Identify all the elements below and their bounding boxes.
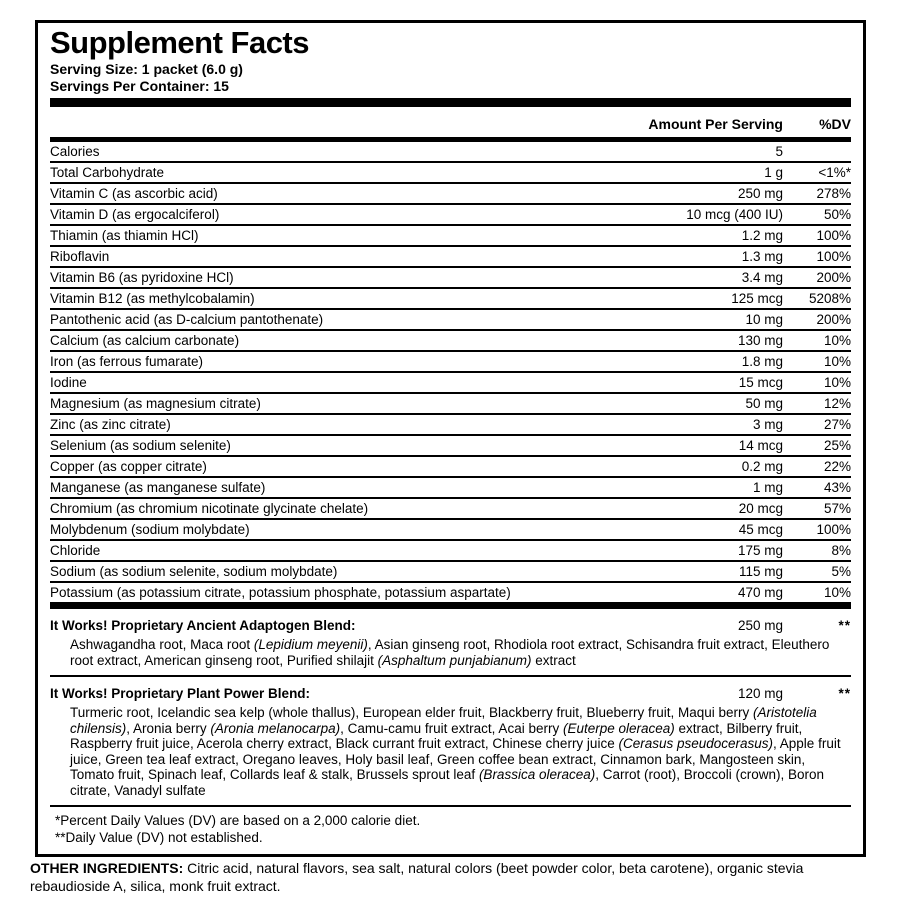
- nutrient-row: [50, 161, 851, 182]
- blend-ingredients: [50, 637, 851, 668]
- ingredient-text: , Carrot (root), Broccoli (crown), Boron citrate, Vanadyl sulfate: [70, 767, 825, 798]
- blend-name: It Works! Proprietary Ancient Adaptogen Blend:: [50, 618, 356, 633]
- nutrient-name: Manganese (as manganese sulfate): [50, 480, 266, 495]
- footnote-daily-values: *Percent Daily Values (DV) are based on a 2,000 calorie diet.: [55, 813, 421, 828]
- nutrient-row: [50, 203, 851, 224]
- nutrient-amount: 45 mcg: [738, 522, 783, 537]
- nutrient-row: [50, 371, 851, 392]
- nutrient-dv: 43%: [823, 480, 851, 495]
- blend-dv: **: [838, 618, 851, 633]
- nutrient-row: [50, 392, 851, 413]
- nutrient-amount: 10 mcg (400 IU): [686, 207, 783, 222]
- nutrient-row: [50, 224, 851, 245]
- nutrient-name: Sodium (as sodium selenite, sodium molybdate): [50, 564, 338, 579]
- blend-dv: **: [838, 686, 851, 701]
- latin-name: (Brassica oleracea): [478, 767, 596, 782]
- nutrient-name: Potassium (as potassium citrate, potassium phosphate, potassium aspartate): [50, 585, 511, 600]
- blend-amount: 120 mg: [737, 686, 783, 701]
- nutrient-table: [50, 142, 851, 602]
- nutrient-row: [50, 413, 851, 434]
- nutrient-amount: 15 mcg: [738, 375, 783, 390]
- nutrient-dv: 8%: [831, 543, 851, 558]
- nutrient-name: Iron (as ferrous fumarate): [50, 354, 204, 369]
- nutrient-dv: 27%: [823, 417, 851, 432]
- nutrient-dv: 10%: [823, 333, 851, 348]
- nutrient-amount: 250 mg: [737, 186, 783, 201]
- nutrient-dv: 5%: [831, 564, 851, 579]
- other-ingredients-text: Citric acid, natural flavors, sea salt, natural colors (beet powder color, beta carotene), organic stevia rebaudioside A, silica, monk fruit extract.: [30, 860, 804, 894]
- nutrient-name: Vitamin B6 (as pyridoxine HCl): [50, 270, 234, 285]
- nutrient-row: [50, 266, 851, 287]
- nutrient-row: [50, 560, 851, 581]
- nutrient-amount: 1.2 mg: [741, 228, 783, 243]
- nutrient-amount: 3.4 mg: [741, 270, 783, 285]
- nutrient-dv: 5208%: [808, 291, 851, 306]
- nutrient-name: Vitamin D (as ergocalciferol): [50, 207, 220, 222]
- ingredient-text: , Camu-camu fruit extract, Acai berry: [340, 720, 563, 736]
- column-header-amount: Amount Per Serving: [648, 116, 783, 132]
- nutrient-amount: 0.2 mg: [741, 459, 783, 474]
- nutrient-name: Vitamin C (as ascorbic acid): [50, 186, 218, 201]
- nutrient-amount: 130 mg: [737, 333, 783, 348]
- latin-name: (Cerasus pseudocerasus): [618, 736, 774, 751]
- nutrient-name: Zinc (as zinc citrate): [50, 417, 171, 432]
- blend-header-row: [50, 684, 851, 703]
- nutrient-dv: <1%*: [818, 165, 851, 180]
- ingredient-text: , Apple fruit juice, Green tea leaf extract, Oregano leaves, Holy basil leaf, Green coffee bean extract, Cinnamon bark, Mangosteen skin, Tomato fruit, Spinach leaf, Collards leaf & stalk, Brussels sprout leaf: [70, 736, 841, 782]
- other-ingredients: [30, 860, 875, 895]
- nutrient-name: Pantothenic acid (as D-calcium pantothenate): [50, 312, 324, 327]
- nutrient-dv: 200%: [816, 312, 851, 327]
- nutrient-amount: 1.8 mg: [741, 354, 783, 369]
- nutrient-dv: 200%: [816, 270, 851, 285]
- nutrient-dv: 100%: [816, 522, 851, 537]
- nutrient-dv: 100%: [816, 249, 851, 264]
- nutrient-row: [50, 182, 851, 203]
- nutrient-amount: 470 mg: [737, 585, 783, 600]
- supplement-facts-panel: [35, 20, 866, 857]
- nutrient-row: [50, 329, 851, 350]
- ingredient-text: extract: [531, 652, 576, 668]
- divider-thick-top: [50, 98, 851, 107]
- nutrient-name: Total Carbohydrate: [50, 165, 165, 180]
- nutrient-dv: 22%: [823, 459, 851, 474]
- nutrient-amount: 1 mg: [752, 480, 783, 495]
- nutrient-dv: 12%: [823, 396, 851, 411]
- blend-section: [50, 675, 851, 805]
- nutrient-dv: 10%: [823, 375, 851, 390]
- divider-blends: [50, 602, 851, 609]
- panel-title: Supplement Facts: [50, 25, 309, 60]
- nutrient-name: Chloride: [50, 543, 101, 558]
- nutrient-amount: 115 mg: [738, 564, 783, 579]
- nutrient-amount: 14 mcg: [738, 438, 783, 453]
- nutrient-row: [50, 476, 851, 497]
- ingredient-text: , Asian ginseng root, Rhodiola root extract, Schisandra fruit extract, Eleuthero root extract, American ginseng root, Purified shilajit: [70, 637, 830, 668]
- latin-name: (Aristotelia chilensis): [70, 705, 817, 736]
- nutrient-dv: 10%: [823, 585, 851, 600]
- nutrient-dv: 10%: [823, 354, 851, 369]
- blend-name: It Works! Proprietary Plant Power Blend:: [50, 686, 311, 701]
- nutrient-row: [50, 245, 851, 266]
- nutrient-name: Calories: [50, 144, 100, 159]
- nutrient-name: Vitamin B12 (as methylcobalamin): [50, 291, 255, 306]
- footnote-dv-not-established: **Daily Value (DV) not established.: [55, 829, 263, 845]
- nutrient-amount: 3 mg: [752, 417, 783, 432]
- nutrient-row: [50, 581, 851, 602]
- nutrient-dv: 100%: [816, 228, 851, 243]
- latin-name: (Asphaltum punjabianum): [377, 652, 532, 668]
- nutrient-amount: 10 mg: [745, 312, 783, 327]
- ingredient-text: , Aronia berry: [126, 720, 211, 736]
- serving-size: Serving Size: 1 packet (6.0 g): [50, 61, 243, 77]
- nutrient-dv: 50%: [823, 207, 851, 222]
- ingredient-text: extract, Bilberry fruit, Raspberry fruit juice, Acerola cherry extract, Black currant fruit extract, Chinese cherry juice: [70, 720, 803, 751]
- nutrient-name: Selenium (as sodium selenite): [50, 438, 231, 453]
- other-ingredients-label: OTHER INGREDIENTS:: [30, 860, 184, 876]
- blend-header-row: [50, 616, 851, 635]
- nutrient-name: Copper (as copper citrate): [50, 459, 207, 474]
- nutrient-amount: 50 mg: [745, 396, 783, 411]
- blend-list: [50, 609, 851, 805]
- nutrient-amount: 175 mg: [737, 543, 783, 558]
- latin-name: (Euterpe oleracea): [562, 720, 675, 736]
- column-header-row: [50, 107, 851, 137]
- ingredient-text: Ashwagandha root, Maca root: [70, 637, 254, 652]
- servings-per-container: Servings Per Container: 15: [50, 78, 229, 94]
- nutrient-row: [50, 350, 851, 371]
- nutrient-row: [50, 287, 851, 308]
- nutrient-amount: 5: [775, 144, 783, 159]
- nutrient-amount: 125 mcg: [731, 291, 783, 306]
- nutrient-row: [50, 518, 851, 539]
- nutrient-name: Iodine: [50, 375, 87, 390]
- nutrient-row: [50, 308, 851, 329]
- nutrient-row: [50, 455, 851, 476]
- nutrient-name: Chromium (as chromium nicotinate glycinate chelate): [50, 501, 369, 516]
- nutrient-dv: 25%: [823, 438, 851, 453]
- nutrient-dv: 57%: [823, 501, 851, 516]
- latin-name: (Lepidium meyenii): [253, 637, 368, 652]
- nutrient-row: [50, 434, 851, 455]
- nutrient-name: Molybdenum (sodium molybdate): [50, 522, 250, 537]
- nutrient-row: [50, 539, 851, 560]
- nutrient-name: Thiamin (as thiamin HCl): [50, 228, 199, 243]
- nutrient-name: Magnesium (as magnesium citrate): [50, 396, 261, 411]
- latin-name: (Aronia melanocarpa): [210, 720, 341, 736]
- column-header-dv: %DV: [819, 116, 851, 132]
- blend-ingredients: [50, 705, 851, 798]
- nutrient-row: [50, 142, 851, 161]
- nutrient-amount: 20 mcg: [738, 501, 783, 516]
- nutrient-name: Calcium (as calcium carbonate): [50, 333, 240, 348]
- footnotes: [50, 805, 851, 852]
- nutrient-amount: 1 g: [764, 165, 783, 180]
- nutrient-dv: 278%: [816, 186, 851, 201]
- blend-section: [50, 609, 851, 675]
- nutrient-amount: 1.3 mg: [741, 249, 783, 264]
- nutrient-row: [50, 497, 851, 518]
- ingredient-text: Turmeric root, Icelandic sea kelp (whole thallus), European elder fruit, Blackberry fruit, Blueberry fruit, Maqui berry: [70, 705, 754, 720]
- blend-amount: 250 mg: [737, 618, 783, 633]
- nutrient-name: Riboflavin: [50, 249, 110, 264]
